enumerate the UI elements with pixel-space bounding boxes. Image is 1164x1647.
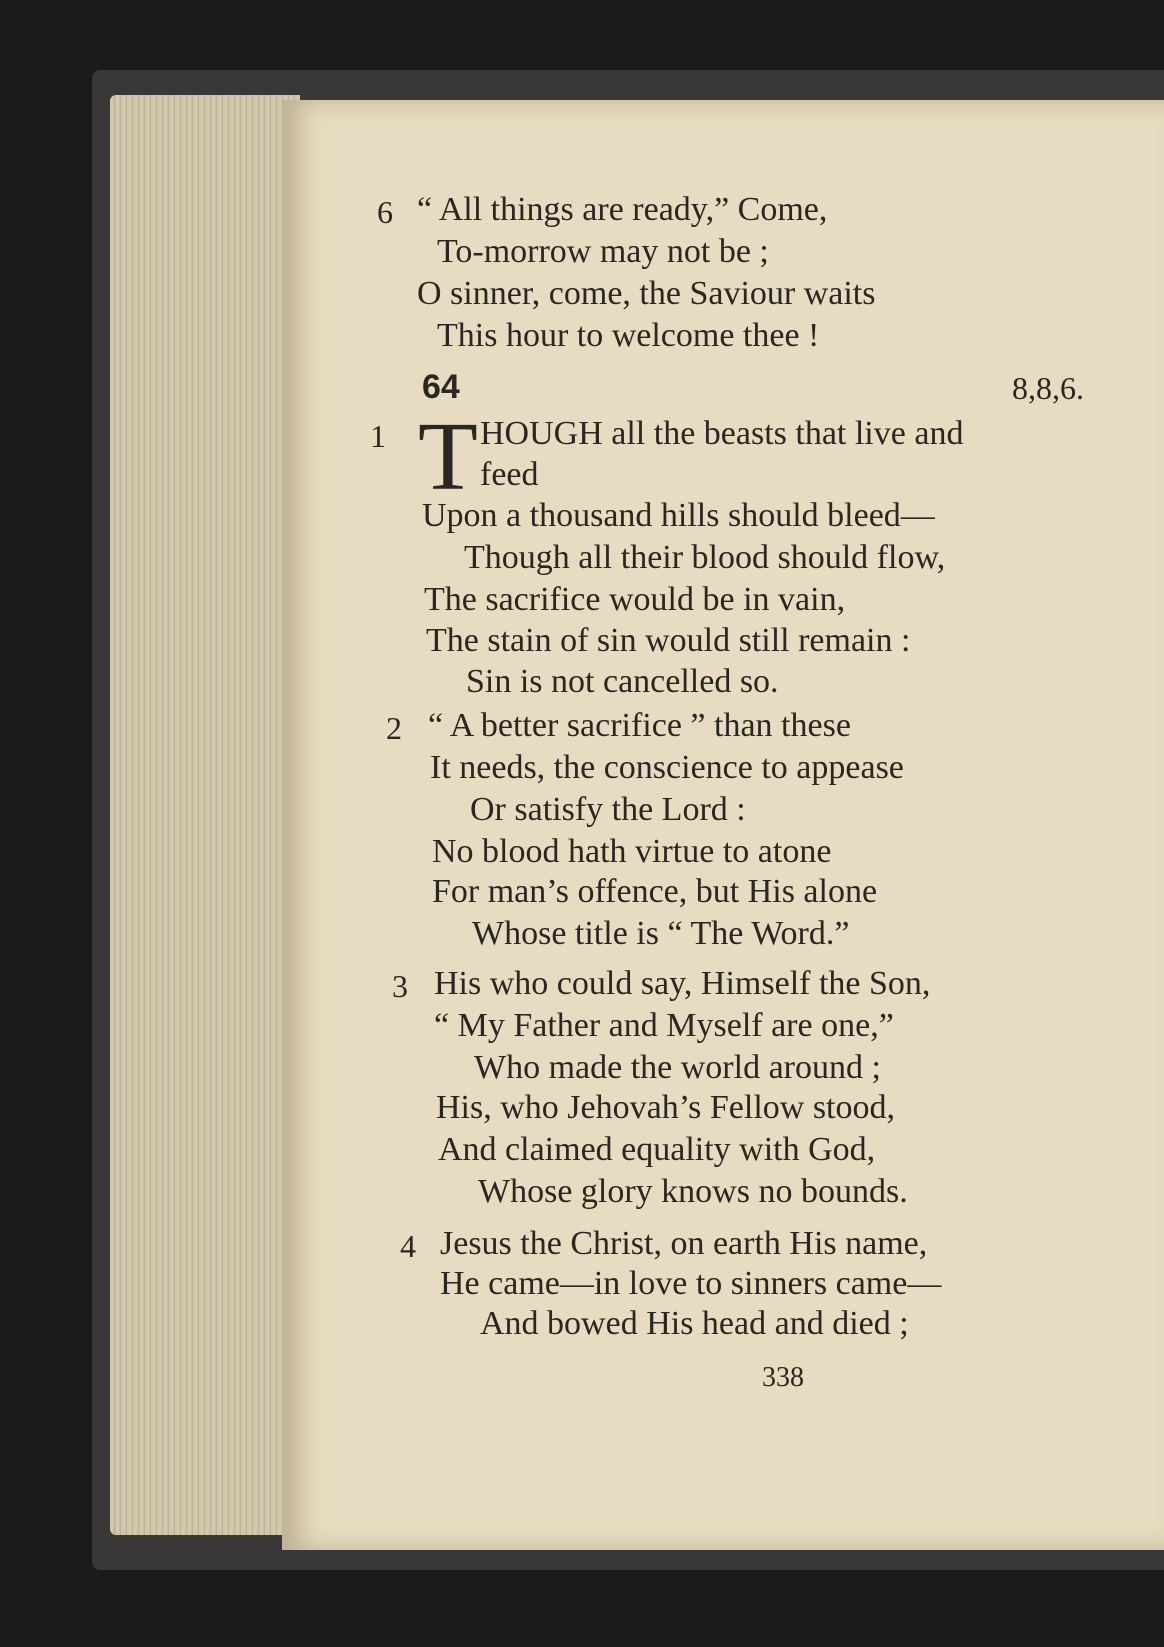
page-edges (110, 95, 300, 1535)
verse-line: “ All things are ready,” Come, (417, 191, 828, 228)
verse-line: The stain of sin would still remain : (426, 622, 911, 659)
verse-line: HOUGH all the beasts that live and (480, 415, 964, 452)
verse-line: For man’s offence, but His alone (432, 873, 878, 910)
verse-line: Whose glory knows no bounds. (478, 1173, 908, 1210)
drop-cap: T (418, 403, 478, 511)
page-number: 338 (762, 1362, 804, 1393)
hymn-meter: 8,8,6. (1012, 370, 1084, 406)
verse-line: Sin is not cancelled so. (466, 663, 779, 700)
book-page (282, 100, 1164, 1550)
verse-line: Upon a thousand hills should bleed— (422, 497, 935, 534)
verse-line: feed (480, 456, 539, 493)
verse-line: His, who Jehovah’s Fellow stood, (436, 1089, 895, 1126)
stanza-number: 3 (392, 968, 408, 1004)
verse-line: He came—in love to sinners came— (440, 1265, 942, 1302)
verse-line: It needs, the conscience to appease (430, 749, 904, 786)
stanza-number: 1 (370, 418, 386, 454)
verse-line: “ A better sacrifice ” than these (428, 707, 851, 744)
verse-line: To-morrow may not be ; (437, 233, 769, 270)
verse-line: And bowed His head and died ; (480, 1305, 909, 1342)
verse-line: And claimed equality with God, (438, 1131, 876, 1168)
stanza-number: 2 (386, 710, 402, 746)
verse-line: Whose title is “ The Word.” (472, 915, 850, 952)
stanza-number: 4 (400, 1228, 416, 1264)
verse-line: “ My Father and Myself are one,” (434, 1007, 894, 1044)
verse-line: Or satisfy the Lord : (470, 791, 746, 828)
verse-line: Though all their blood should flow, (464, 539, 946, 576)
stanza-number: 6 (377, 194, 393, 230)
verse-line: O sinner, come, the Saviour waits (417, 275, 876, 312)
verse-line: This hour to welcome thee ! (437, 317, 820, 354)
verse-line: The sacrifice would be in vain, (424, 581, 846, 618)
verse-line: Jesus the Christ, on earth His name, (440, 1225, 928, 1262)
verse-line: His who could say, Himself the Son, (434, 965, 931, 1002)
hymn-number: 64 (422, 368, 460, 406)
verse-line: No blood hath virtue to atone (432, 833, 832, 870)
verse-line: Who made the world around ; (474, 1049, 881, 1086)
